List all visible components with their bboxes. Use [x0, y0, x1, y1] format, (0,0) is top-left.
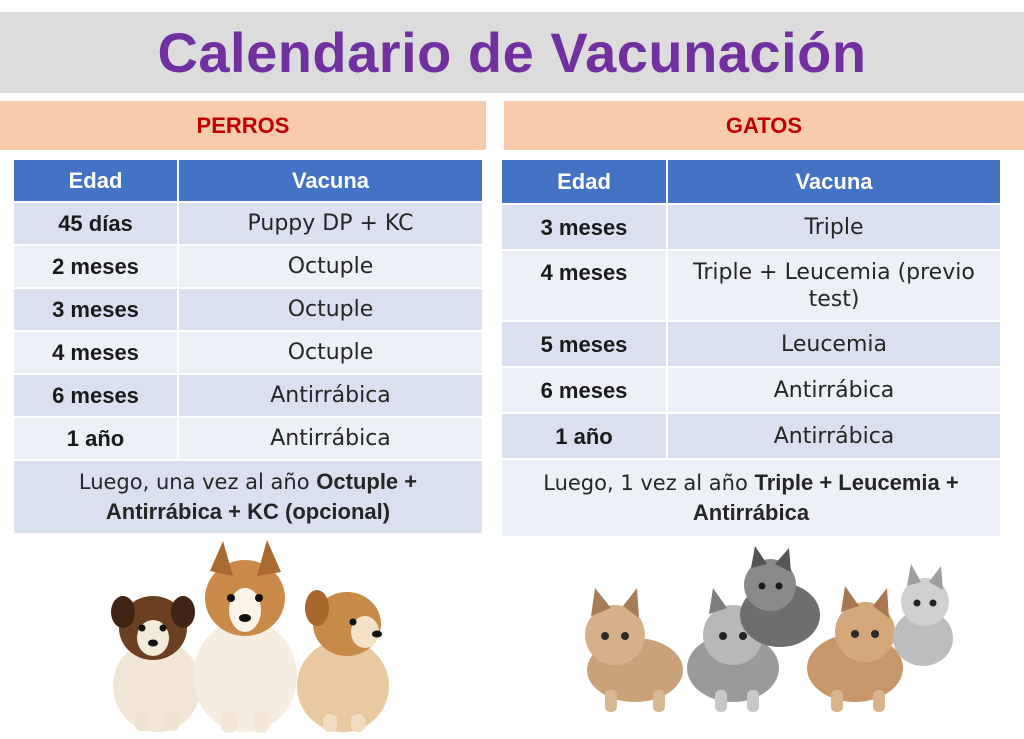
- vaccine-cell: Antirrábica: [178, 374, 483, 417]
- age-cell: 1 año: [13, 417, 178, 460]
- vaccine-cell: Octuple: [178, 245, 483, 288]
- table-row: [501, 250, 1001, 321]
- table-header-row: [13, 159, 483, 202]
- table-footer-row: [13, 460, 483, 534]
- yearly-note-vaccines: Triple + Leucemia + Antirrábica: [692, 470, 959, 525]
- age-cell: 4 meses: [501, 250, 667, 321]
- age-cell: 2 meses: [13, 245, 178, 288]
- vaccine-cell: Antirrábica: [667, 413, 1001, 459]
- title-bar: [0, 12, 1024, 93]
- table-row: [501, 413, 1001, 459]
- table-row: [13, 374, 483, 417]
- yearly-note: [501, 459, 1001, 537]
- gatos-heading: GATOS: [504, 101, 1024, 150]
- vaccine-cell: Puppy DP + KC: [178, 202, 483, 245]
- puppy-left: [111, 596, 201, 732]
- yearly-note-text: Luego, una vez al año: [78, 470, 317, 494]
- vaccine-cell: Octuple: [178, 288, 483, 331]
- column-header-vacuna: Vacuna: [178, 159, 483, 202]
- yearly-note: [13, 460, 483, 534]
- age-cell: 1 año: [501, 413, 667, 459]
- vaccine-cell: Antirrábica: [178, 417, 483, 460]
- age-cell: 4 meses: [13, 331, 178, 374]
- perros-heading: PERROS: [0, 101, 486, 150]
- table-header-row: [501, 159, 1001, 204]
- age-cell: 6 meses: [13, 374, 178, 417]
- perros-table: [12, 158, 484, 535]
- table-row: [501, 367, 1001, 413]
- column-header-vacuna: Vacuna: [667, 159, 1001, 204]
- column-header-edad: Edad: [501, 159, 667, 204]
- table-footer-row: [501, 459, 1001, 537]
- puppies-photo: [95, 536, 405, 736]
- age-cell: 45 días: [13, 202, 178, 245]
- table-row: [13, 202, 483, 245]
- yearly-note-text: Luego, 1 vez al año: [543, 471, 755, 495]
- kittens-photo: [565, 540, 960, 720]
- table-row: [501, 321, 1001, 367]
- vaccine-cell: Leucemia: [667, 321, 1001, 367]
- vaccine-cell: Octuple: [178, 331, 483, 374]
- vaccine-cell: Triple: [667, 204, 1001, 250]
- table-row: [13, 245, 483, 288]
- table-row: [13, 331, 483, 374]
- page-title: Calendario de Vacunación: [157, 21, 867, 84]
- table-row: [13, 288, 483, 331]
- kitten-3: [740, 546, 820, 647]
- age-cell: 6 meses: [501, 367, 667, 413]
- kitten-4: [807, 586, 903, 712]
- puppy-right: [297, 590, 389, 732]
- puppy-center: [193, 540, 297, 733]
- table-row: [13, 417, 483, 460]
- age-cell: 3 meses: [13, 288, 178, 331]
- gatos-table: [500, 158, 1002, 538]
- column-header-edad: Edad: [13, 159, 178, 202]
- table-row: [501, 204, 1001, 250]
- age-cell: 5 meses: [501, 321, 667, 367]
- vaccine-cell: Triple + Leucemia (previo test): [667, 250, 1001, 321]
- yearly-note-vaccines: Octuple + Antirrábica + KC (opcional): [105, 469, 418, 524]
- vaccine-cell: Antirrábica: [667, 367, 1001, 413]
- kitten-1: [585, 588, 683, 712]
- kitten-5: [893, 564, 953, 666]
- age-cell: 3 meses: [501, 204, 667, 250]
